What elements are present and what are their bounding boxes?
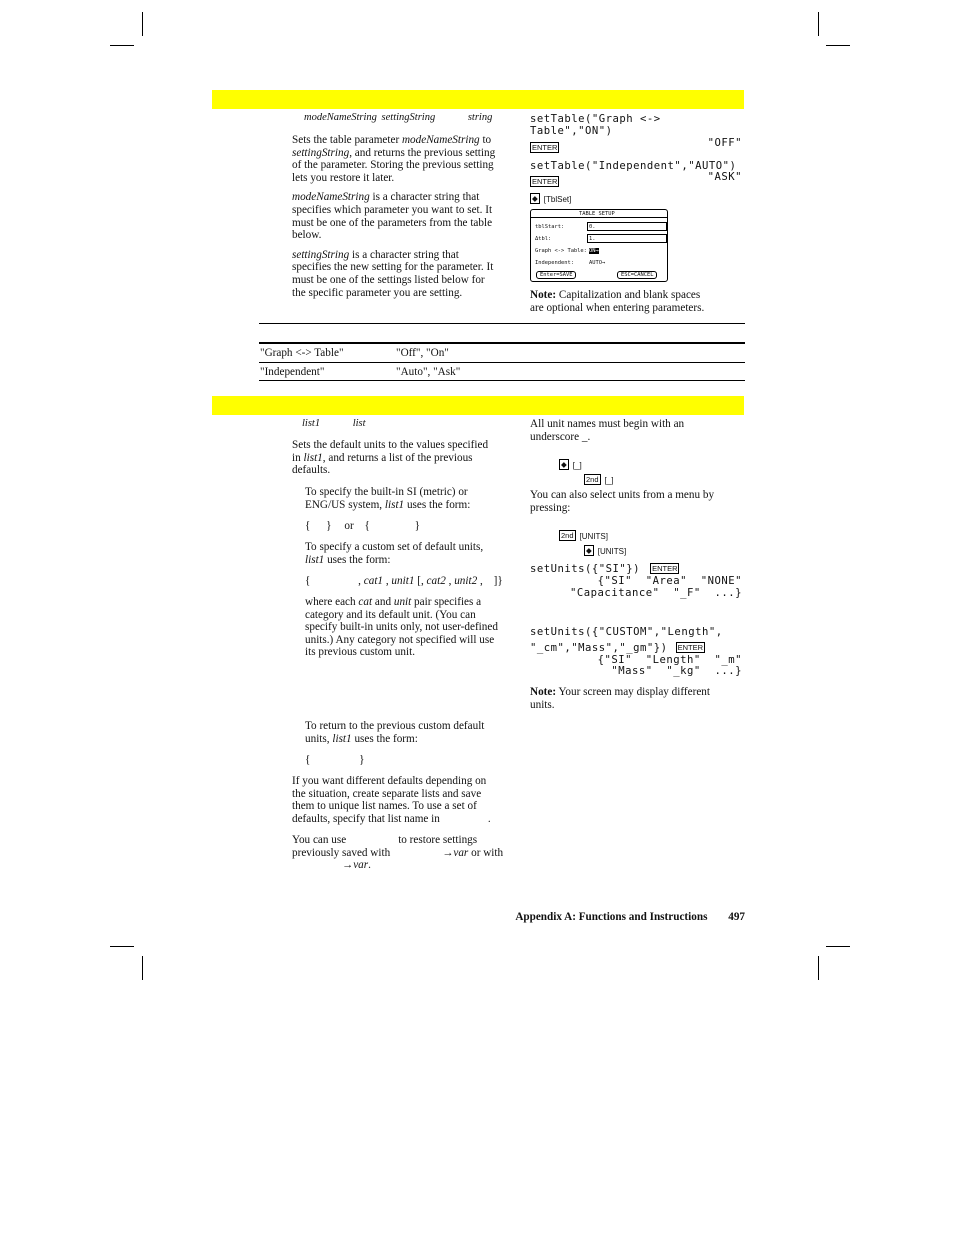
table-row [260, 347, 744, 360]
setunits-custom-form-text: To specify a custom set of default units, list1 uses the form: [305, 541, 484, 566]
settable-description: Sets the table parameter modeNameString to settingString, and returns the previous setting of the parameter. Storing the previous setting lets you restore it later. modeNameString is a character string that specifies which parameter you want to set. It must be one of the parameters from the table below. settingString is a character string that specifies the new setting for the parameter. It must be one of the settings listed below for the specific parameter you are setting. [292, 134, 496, 299]
settable-example-1-result: "OFF" [707, 137, 742, 149]
settable-syntax: modeNameString settingString string [304, 112, 493, 123]
enter-key: ENTER [532, 142, 558, 152]
underscore-keystroke-2nd: 2nd [_] [586, 474, 614, 485]
setunits-si-form-text: To specify the built-in SI (metric) or ENG/US system, list1 uses the form: [305, 486, 471, 511]
page-number: 497 [728, 911, 745, 923]
crop-mark [826, 946, 850, 947]
table-rule-bottom [259, 380, 745, 381]
screen-row-value: 0. [589, 224, 596, 230]
screen-save-button: Enter=SAVE [536, 271, 576, 279]
diamond-key-icon: ◆ [561, 459, 567, 469]
table-rule [259, 362, 745, 363]
crop-mark [142, 12, 143, 36]
section-header-bar [212, 90, 744, 109]
screen-cancel-button: ESC=CANCEL [617, 271, 657, 279]
setunits-restore-text: You can use to restore settings previously saved with →var or with →var. [292, 834, 504, 872]
setunits-underscore-note: All unit names must begin with an underscore _. [530, 418, 685, 443]
setunits-note: Note: Your screen may display different units. [530, 686, 710, 711]
crop-mark [110, 45, 134, 46]
settable-example-1-cont: Table","ON") [530, 125, 613, 137]
table-cell-settings: "Auto", "Ask" [396, 366, 461, 378]
underscore-keystroke: ◆ [_] [561, 459, 582, 470]
screen-input-box [587, 234, 667, 243]
settable-example-2-result: "ASK" [707, 171, 742, 183]
tblset-keystroke: ◆ [TblSet] [532, 193, 572, 204]
setunits-example-1-result-2: "Capacitance" "_F" ...} [570, 587, 742, 599]
setunits-example-1: setUnits({"SI"}) ENTER [530, 563, 678, 575]
setunits-example-2-cont: "_cm","Mass","_gm"}) ENTER [530, 642, 703, 654]
setunits-menu-note: You can also select units from a menu by pressing: [530, 489, 715, 514]
crop-mark [818, 956, 819, 980]
settable-example-1: setTable("Graph <-> [530, 113, 661, 125]
units-keystroke-2nd: 2nd [UNITS] [561, 530, 608, 541]
screen-row-value: ON→ [589, 248, 599, 254]
setunits-example-2-result-2: "Mass" "_kg" ...} [611, 665, 742, 677]
crop-mark [826, 45, 850, 46]
crop-mark [142, 956, 143, 980]
page-footer [515, 911, 745, 924]
setunits-different-defaults: If you want different defaults depending on the situation, create separate lists and save them to unique list names. To use a set of defaults, specify that list name in . [292, 775, 491, 825]
setunits-description: Sets the default units to the values specified in list1, and returns a list of the previous defaults. [292, 439, 489, 477]
screen-title: TABLE SETUP [579, 211, 615, 217]
table-cell-settings: "Off", "On" [396, 347, 449, 359]
screen-row-value: 1. [589, 236, 596, 242]
section-header-bar [212, 396, 744, 415]
screen-row-label: Graph <-> Table: [535, 248, 587, 254]
units-keystroke-diamond: ◆ [UNITS] [586, 545, 627, 556]
table-cell-param: "Graph <-> Table" [260, 347, 344, 359]
diamond-key-icon: ◆ [532, 193, 538, 203]
screen-row-label: Δtbl: [535, 236, 552, 242]
screen-divider [531, 217, 667, 218]
second-key-icon: 2nd [586, 474, 599, 484]
table-setup-screen [530, 209, 668, 282]
table-cell-param: "Independent" [260, 366, 325, 378]
setunits-custom-explanation: where each cat and unit pair specifies a category and its default unit. (You can specify built-in units only, not user-defined units.) Any category not specified will use its previous custom unit. [305, 596, 498, 659]
settable-note: Note: Capitalization and blank spaces are optional when entering parameters. [530, 289, 705, 314]
setunits-form-2: { , cat1 , unit1 [, cat2 , unit2 , ]} [305, 575, 503, 587]
screen-row-label: Independent: [535, 260, 574, 266]
screen-input-box [587, 222, 667, 231]
setunits-default-form-text: To return to the previous custom default units, list1 uses the form: [305, 720, 485, 745]
setunits-form-3: { } [305, 754, 365, 766]
screen-row-label: tblStart: [535, 224, 565, 230]
table-row [260, 366, 744, 379]
screen-row-value: AUTO→ [589, 260, 606, 266]
setunits-example-2: setUnits({"CUSTOM","Length", [530, 626, 723, 638]
setunits-syntax: list1 list [302, 418, 366, 429]
setunits-example-2-result: {"SI" "Length" "_m" [597, 654, 742, 666]
crop-mark [110, 946, 134, 947]
footer-title: Appendix A: Functions and Instructions [515, 911, 708, 923]
diamond-key-icon: ◆ [586, 545, 592, 555]
table-rule-top [259, 323, 745, 324]
table-rule-header [259, 342, 745, 344]
settable-example-2: setTable("Independent","AUTO") [530, 160, 737, 172]
second-key-icon: 2nd [561, 530, 574, 540]
enter-key: ENTER [532, 176, 558, 186]
setunits-form-1: { } or { } [305, 520, 421, 532]
setunits-example-1-result: {"SI" "Area" "NONE" [597, 575, 742, 587]
crop-mark [818, 12, 819, 36]
